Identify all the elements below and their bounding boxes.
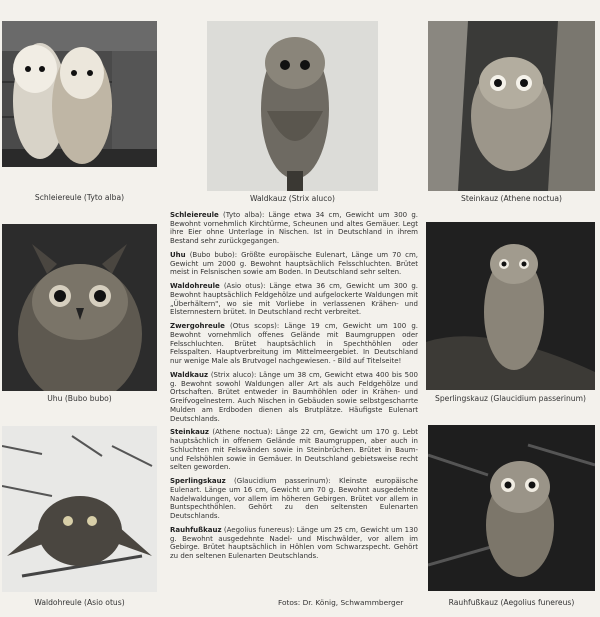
photo-schleiereule <box>2 21 157 167</box>
species-name: Waldohreule <box>170 282 220 291</box>
species-name: Sperlingskauz <box>170 477 226 486</box>
caption-schleiereule: Schleiereule (Tyto alba) <box>34 193 125 202</box>
species-text: (Strix aluco): Länge um 38 cm, Gewicht etwa 400 bis 500 g. Bewohnt sowohl Waldungen aller Art als auch Feldgehölze und Ortschaften. Brütet entweder in Baumhöhlen oder in Krähen- und Greifvogelnestern. Auch Nischen in Gebäuden sowie selbstgescharrte Mulden am Erdboden dienen als Brutplätze. Häufigste Eulenart Deutschlands. <box>170 371 418 423</box>
caption-steinkauz: Steinkauz (Athene noctua) <box>461 194 562 203</box>
description-uhu <box>170 251 418 277</box>
description-waldohreule <box>170 282 418 317</box>
species-text: (Otus scops): Länge 19 cm, Gewicht um 100 g. Bewohnt vornehmlich offenes Gelände mit Baumgruppen oder Felsschluchten. Brütet hauptsächlich in Spechthöhlen oder Felsspalten. Hauptverbreitung im Mittelmeergebiet. In Deutschland nur wenige Male als Brutvogel nachgewiesen. - Bild auf Titelseite! <box>170 322 418 366</box>
long-eared-owl-image <box>2 426 157 592</box>
photo-waldkauz <box>207 21 378 191</box>
description-rauhfusskauz <box>170 526 418 561</box>
species-name: Schleiereule <box>170 211 219 219</box>
caption-rauhfusskauz: Rauhfußkauz (Aegolius funereus) <box>448 598 575 607</box>
species-name: Waldkauz <box>170 371 209 379</box>
photo-credits: Fotos: Dr. König, Schwammberger <box>278 598 404 607</box>
species-name: Uhu <box>170 251 186 259</box>
species-text: (Bubo bubo): Größte europäische Eulenart, Länge um 70 cm, Gewicht um 2000 g. Bewohnt hauptsächlich Felsschluchten. Brütet meist in Felsnischen sowie am Boden. In Deutschland sehr selten. <box>170 251 418 277</box>
barn-owls-image <box>2 21 157 167</box>
photo-sperlingskauz <box>426 222 595 390</box>
description-zwergohreule <box>170 322 418 366</box>
pygmy-owl-image <box>426 222 595 390</box>
caption-sperlingskauz: Sperlingskauz (Glaucidium passerinum) <box>435 394 586 403</box>
species-text: (Athene noctua): Länge 22 cm, Gewicht um 170 g. Lebt hauptsächlich in offenem Gelände mit Baumgruppen, aber auch in Schluchten mit Felswänden sowie in Steinbrüchen. Brütet in Baum- und Felshöhlen sowie in Gemäuer. In Deutschland gebietsweise recht selten geworden. <box>170 428 418 472</box>
species-name: Steinkauz <box>170 428 209 437</box>
caption-waldohreule: Waldohreule (Asio otus) <box>34 598 125 607</box>
photo-rauhfusskauz <box>428 425 595 591</box>
species-text: (Aegolius funereus): Länge um 25 cm, Gewicht um 130 g. Bewohnt ausgedehnte Nadel- und Mischwälder, vor allem im Gebirge. Brütet hauptsächlich in Höhlen vom Schwarzspecht. Gehört zu den seltenen Eulenarten Deutschlands. <box>170 525 418 560</box>
description-sperlingskauz <box>170 477 418 521</box>
photo-steinkauz <box>428 21 595 191</box>
boreal-owl-image <box>428 425 595 591</box>
species-text: (Tyto alba): Länge etwa 34 cm, Gewicht um 300 g. Bewohnt vornehmlich Kirchtürme, Scheunen und altes Gemäuer. Legt ihre Eier ohne Unterlage in Nischen. Ist in Deutschland in ihrem Bestand sehr zurückgegangen. <box>170 211 418 246</box>
description-waldkauz <box>170 371 418 423</box>
little-owl-image <box>428 21 595 191</box>
eagle-owl-image <box>2 224 157 391</box>
description-schleiereule <box>170 211 418 246</box>
species-text: (Glaucidium passerinum): Kleinste europäische Eulenart. Länge um 16 cm, Gewicht um 70 g. Bewohnt ausgedehnte Nadelwaldungen, vor allem im höheren Gebirgen. Brütet vor allem in Buntspechthöhlen. Gehört zu den seltensten Eulenarten Deutschlands. <box>170 477 418 520</box>
species-name: Rauhfußkauz <box>170 525 222 534</box>
caption-uhu: Uhu (Bubo bubo) <box>47 394 112 403</box>
species-name: Zwergohreule <box>170 322 225 331</box>
tawny-owl-image <box>207 21 378 191</box>
photo-waldohreule <box>2 426 157 592</box>
description-steinkauz <box>170 428 418 472</box>
photo-uhu <box>2 224 157 391</box>
species-descriptions <box>170 211 418 566</box>
species-text: (Asio otus): Länge etwa 36 cm, Gewicht um 300 g. Bewohnt hauptsächlich Feldgehölze und aufgelockerte Waldungen mit „Überhältern", wo sie mit Vorliebe in verlassenen Krähen- und Elsternnestern brütet. In Deutschland recht verbreitet. <box>170 282 418 317</box>
caption-waldkauz: Waldkauz (Strix aluco) <box>250 194 335 203</box>
